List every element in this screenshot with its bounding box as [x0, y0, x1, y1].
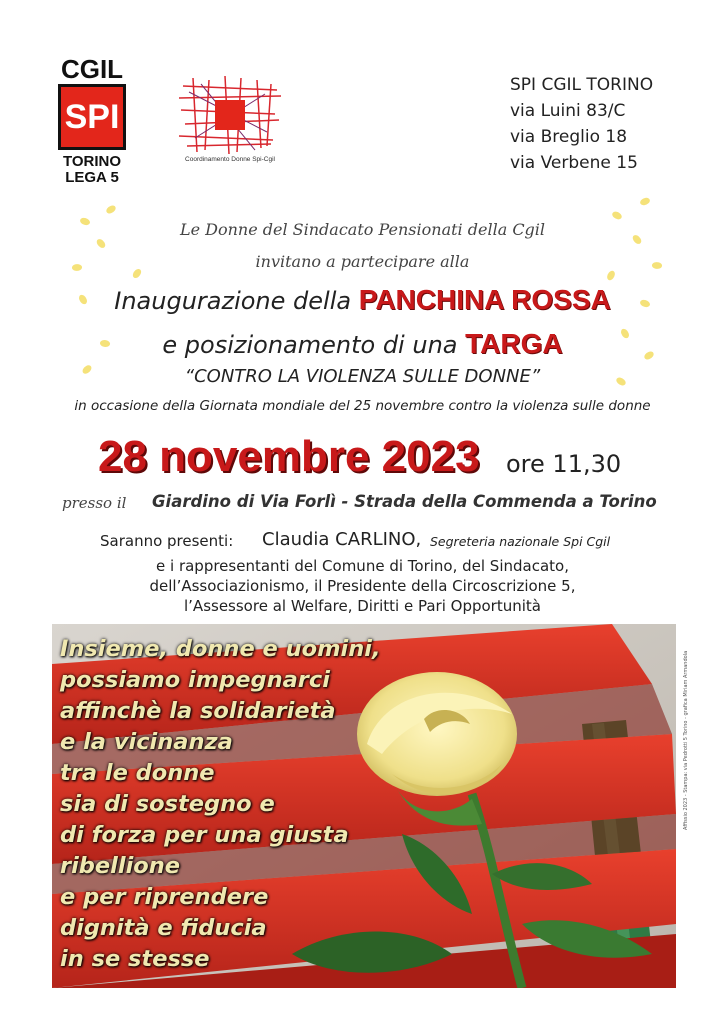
- petal: [605, 269, 617, 281]
- representatives-line: e i rappresentanti del Comune di Torino, del Sindacato,: [156, 557, 569, 575]
- occasion-text: in occasione della Giornata mondiale del 25 novembre contro la violenza sulle donne: [74, 398, 651, 414]
- logo-city: TORINO: [62, 153, 122, 170]
- print-credit-note: Affissio 2023 - Stampa: via Pedrotti 5 Torino - grafica Miriam Armandola: [683, 650, 689, 830]
- coordinamento-logo-graphic: [175, 76, 285, 154]
- coordinamento-caption: Coordinamento Donne Spi-Cgil: [185, 156, 275, 163]
- quote-line: in se stesse: [60, 946, 210, 972]
- address-org: SPI CGIL TORINO: [510, 75, 654, 95]
- logo-spi-text: SPI: [64, 97, 120, 136]
- logo-lega: LEGA 5: [65, 169, 119, 186]
- petal: [95, 237, 106, 249]
- quote-line: tra le donne: [60, 760, 215, 786]
- quote-line: e per riprendere: [60, 884, 269, 910]
- title-targa: TARGA: [465, 328, 563, 359]
- quote-line: possiamo impegnarci: [60, 667, 330, 693]
- title-line-3: “CONTRO LA VIOLENZA SULLE DONNE”: [184, 366, 541, 387]
- quote-line: sia di sostegno e: [60, 791, 275, 817]
- coordinamento-donne-logo: [175, 76, 285, 166]
- title-line-2-pre: e posizionamento di una: [162, 331, 458, 359]
- title-panchina-rossa: PANCHINA ROSSA: [358, 284, 611, 315]
- representatives-line: dell’Associazionismo, il Presidente della Circoscrizione 5,: [149, 577, 576, 595]
- address-line: via Verbene 15: [510, 153, 638, 173]
- invite-line-1: Le Donne del Sindacato Pensionati della Cgil: [179, 220, 546, 239]
- invite-line-2: invitano a partecipare alla: [255, 252, 470, 271]
- quote-line: ribellione: [60, 853, 181, 879]
- title-line-1: [0, 284, 725, 316]
- quote-line: dignità e fiducia: [60, 915, 267, 941]
- venue-text: Giardino di Via Forlì - Strada della Commenda a Torino: [152, 492, 657, 511]
- quote-line: affinchè la solidarietà: [60, 698, 336, 724]
- venue-prefix: presso il: [62, 494, 127, 512]
- quote-text: [60, 634, 381, 975]
- presenter-name: Claudia CARLINO,: [262, 529, 422, 550]
- address-line: via Breglio 18: [510, 127, 628, 147]
- address-line: via Luini 83/C: [510, 101, 626, 121]
- logo-cgil-text: CGIL: [60, 54, 124, 84]
- logo-spi-box: [58, 84, 126, 150]
- quote-line: e la vicinanza: [60, 729, 233, 755]
- quote-line: di forza per una giusta: [60, 822, 349, 848]
- representatives-text: [0, 556, 725, 616]
- spi-cgil-logo: [56, 56, 128, 186]
- petal: [639, 197, 650, 206]
- representatives-line: l’Assessore al Welfare, Diritti e Pari Opportunità: [184, 597, 541, 615]
- presenter-role: Segreteria nazionale Spi Cgil: [430, 534, 611, 549]
- quote-line: Insieme, donne e uomini,: [60, 636, 381, 662]
- event-date: 28 novembre 2023: [98, 432, 480, 481]
- title-line-1-pre: Inaugurazione della: [114, 287, 352, 315]
- petal: [105, 205, 117, 215]
- event-time: ore 11,30: [506, 450, 622, 478]
- address-block: [510, 72, 653, 176]
- title-line-2: [0, 328, 725, 360]
- presenters-label: Saranno presenti:: [100, 532, 234, 550]
